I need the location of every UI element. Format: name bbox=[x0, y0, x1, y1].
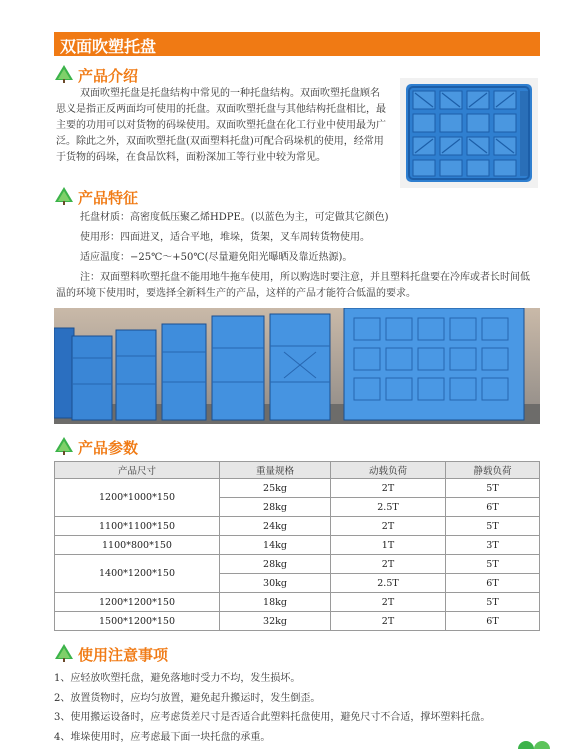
care-list bbox=[54, 669, 544, 747]
cell-dynamic: 1T bbox=[331, 536, 446, 555]
table-row bbox=[55, 555, 540, 574]
page-title-bar bbox=[54, 32, 540, 56]
cell-weight: 24kg bbox=[220, 517, 331, 536]
cell-static: 5T bbox=[446, 479, 540, 498]
care-item: 1、应轻放吹塑托盘，避免落地时受力不均，发生损坏。 bbox=[54, 673, 301, 684]
spec-table bbox=[54, 461, 540, 631]
table-row bbox=[55, 593, 540, 612]
cell-static: 5T bbox=[446, 555, 540, 574]
cell-dynamic: 2T bbox=[331, 593, 446, 612]
cell-size: 1200*1200*150 bbox=[55, 593, 220, 612]
tree-icon bbox=[54, 186, 74, 206]
cell-dynamic: 2T bbox=[331, 479, 446, 498]
cell-weight: 14kg bbox=[220, 536, 331, 555]
feature-temperature: 适应温度：−25℃～+50℃(尽量避免阳光曝晒及靠近热源)。 bbox=[80, 252, 353, 263]
cell-static: 3T bbox=[446, 536, 540, 555]
care-heading: 使用注意事项 bbox=[78, 646, 169, 664]
cell-static: 6T bbox=[446, 612, 540, 631]
cell-size: 1200*1000*150 bbox=[55, 479, 220, 517]
table-row bbox=[55, 479, 540, 498]
cell-static: 6T bbox=[446, 574, 540, 593]
col-weight: 重量规格 bbox=[220, 462, 331, 479]
tree-icon bbox=[54, 436, 74, 456]
features-paragraph bbox=[56, 210, 538, 302]
page-title: 双面吹塑托盘 bbox=[60, 37, 157, 56]
features-heading: 产品特征 bbox=[78, 189, 139, 207]
col-size: 产品尺寸 bbox=[55, 462, 220, 479]
pallet-image bbox=[400, 78, 538, 188]
cell-static: 5T bbox=[446, 517, 540, 536]
table-row bbox=[55, 612, 540, 631]
table-row bbox=[55, 536, 540, 555]
col-static-load: 静载负荷 bbox=[446, 462, 540, 479]
cell-size: 1500*1200*150 bbox=[55, 612, 220, 631]
cell-dynamic: 2T bbox=[331, 555, 446, 574]
cell-weight: 18kg bbox=[220, 593, 331, 612]
cell-dynamic: 2.5T bbox=[331, 498, 446, 517]
params-heading: 产品参数 bbox=[78, 439, 139, 457]
care-item: 3、使用搬运设备时，应考虑货差尺寸是否适合此塑料托盘使用，避免尺寸不合适，撑坏塑料托盘。 bbox=[54, 712, 491, 723]
cell-size: 1100*1100*150 bbox=[55, 517, 220, 536]
cell-dynamic: 2.5T bbox=[331, 574, 446, 593]
cell-weight: 28kg bbox=[220, 498, 331, 517]
cell-weight: 28kg bbox=[220, 555, 331, 574]
col-dynamic-load: 动载负荷 bbox=[331, 462, 446, 479]
care-item: 2、放置货物时，应均匀放置，避免起升搬运时，发生倒歪。 bbox=[54, 692, 321, 704]
table-row bbox=[55, 517, 540, 536]
tree-icon bbox=[54, 643, 74, 663]
tree-icon bbox=[54, 64, 74, 84]
care-item: 4、堆垛使用时，应考虑最下面一块托盘的承重。 bbox=[54, 731, 271, 743]
cell-dynamic: 2T bbox=[331, 612, 446, 631]
feature-note: 注：双面塑料吹塑托盘不能用地牛拖车使用，所以购选时要注意，并且塑料托盘要在冷库或者长时间低温的环境下使用时，要选择全新料生产的产品，这样的产品才能符合低温的要求。 bbox=[56, 272, 530, 299]
intro-paragraph bbox=[56, 86, 386, 166]
table-header-row bbox=[55, 462, 540, 479]
cell-size: 1400*1200*150 bbox=[55, 555, 220, 593]
cell-static: 6T bbox=[446, 498, 540, 517]
feature-usage: 使用形：四面进叉，适合平地，堆垛，货架，叉车周转货物使用。 bbox=[80, 232, 370, 243]
cell-weight: 25kg bbox=[220, 479, 331, 498]
cell-static: 5T bbox=[446, 593, 540, 612]
cell-dynamic: 2T bbox=[331, 517, 446, 536]
cell-weight: 32kg bbox=[220, 612, 331, 631]
leaf-corner-icon bbox=[514, 738, 554, 749]
intro-heading: 产品介绍 bbox=[78, 67, 139, 85]
cell-size: 1100*800*150 bbox=[55, 536, 220, 555]
cell-weight: 30kg bbox=[220, 574, 331, 593]
pallets-photo bbox=[54, 308, 540, 424]
intro-text: 双面吹塑托盘是托盘结构中常见的一种托盘结构。双面吹塑托盘顾名思义是指正反两面均可使用的托盘。双面吹塑托盘与其他结构托盘相比，最主要的功用可以对货物的码垛使用。双面吹塑托盘在化工行业中使用最为广泛。除此之外，双面吹塑托盘(双面塑料托盘)可配合码垛机的使用，经常用于货物的码垛，在食品饮料，面粉深加工等行业中较为常见。 bbox=[56, 88, 386, 163]
feature-material: 托盘材质：高密度低压聚乙烯HDPE。(以蓝色为主，可定做其它颜色) bbox=[80, 212, 389, 223]
